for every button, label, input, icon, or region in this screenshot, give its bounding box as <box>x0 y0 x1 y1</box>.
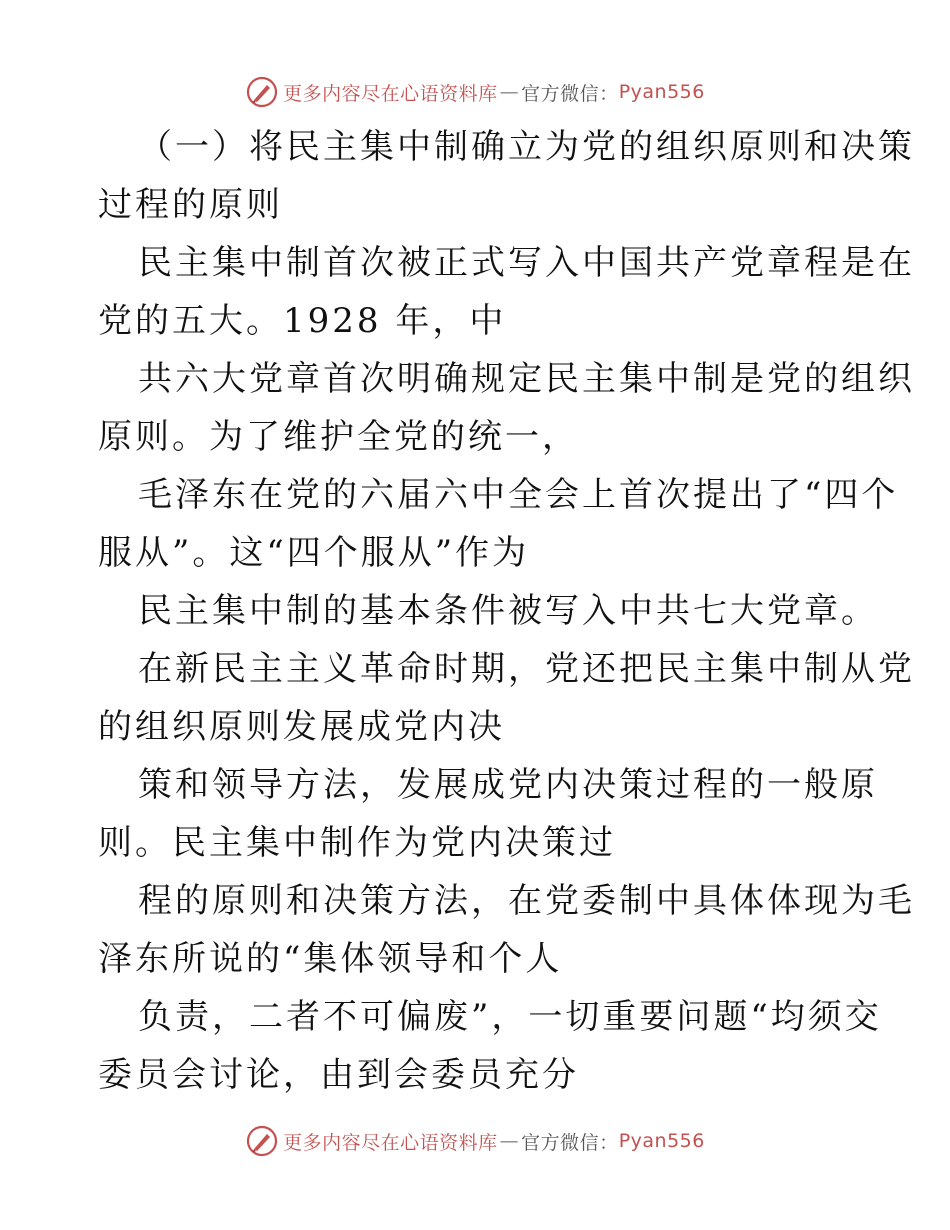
watermark-wechat-id: Pyan556 <box>618 81 705 103</box>
watermark-official-label: 官方微信： <box>521 1131 619 1154</box>
paragraph-line: 过程的原则 <box>98 185 283 225</box>
watermark-dash: — <box>499 81 520 103</box>
paragraph-line: 原则。为了维护全党的统一， <box>98 417 579 457</box>
paragraph-line: 程的原则和决策方法，在党委制中具体体现为毛 <box>138 881 915 921</box>
paragraph-line: 毛泽东在党的六届六中全会上首次提出了“四个 <box>138 475 899 515</box>
header-watermark <box>0 72 950 112</box>
watermark-text: 更多内容尽在心语资料库 <box>283 1131 498 1154</box>
document-body <box>98 118 915 1104</box>
watermark-text: 更多内容尽在心语资料库 <box>283 82 498 105</box>
paragraph-line: 在新民主主义革命时期，党还把民主集中制从党 <box>138 649 915 689</box>
paragraph-line: 民主集中制的基本条件被写入中共七大党章。 <box>138 591 878 631</box>
pen-circle-logo-icon <box>245 1124 279 1158</box>
paragraph-line: 泽东所说的“集体领导和个人 <box>98 939 563 979</box>
paragraph-line: 的组织原则发展成党内决 <box>98 707 505 747</box>
paragraph-line: 共六大党章首次明确规定民主集中制是党的组织 <box>138 359 915 399</box>
footer-watermark <box>0 1121 950 1161</box>
pen-circle-logo-icon <box>245 75 279 109</box>
paragraph-line: 党的五大。1928 年，中 <box>98 301 507 341</box>
paragraph-line: 民主集中制首次被正式写入中国共产党章程是在 <box>138 243 915 283</box>
paragraph-line: 策和领导方法，发展成党内决策过程的一般原 <box>138 765 878 805</box>
watermark-official-label: 官方微信： <box>521 82 619 105</box>
watermark-dash: — <box>499 1130 520 1152</box>
paragraph-line: （一）将民主集中制确立为党的组织原则和决策 <box>138 127 915 167</box>
paragraph-line: 委员会讨论，由到会委员充分 <box>98 1055 579 1095</box>
paragraph-line: 服从”。这“四个服从”作为 <box>98 533 530 573</box>
paragraph-line: 则。民主集中制作为党内决策过 <box>98 823 616 863</box>
watermark-wechat-id: Pyan556 <box>618 1130 705 1152</box>
paragraph-line: 负责，二者不可偏废”，一切重要问题“均须交 <box>138 997 882 1037</box>
